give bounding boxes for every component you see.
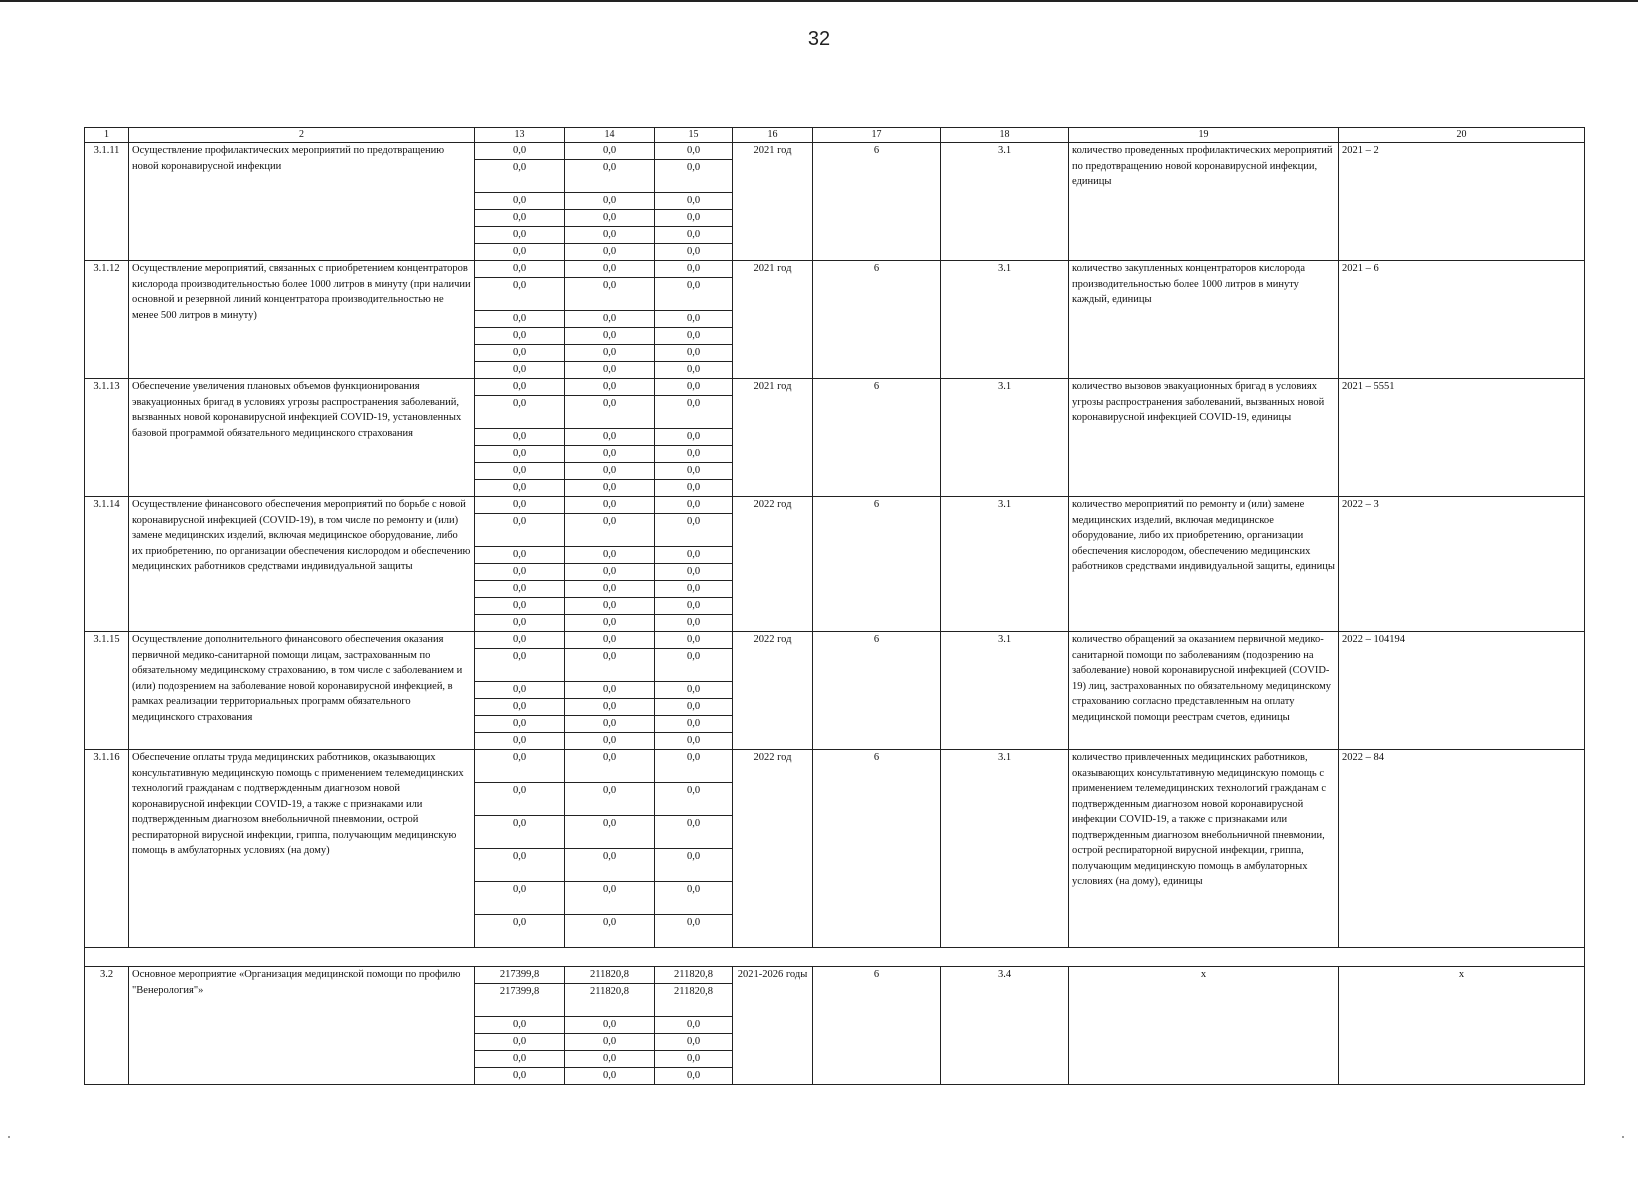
funding-value-cell: 0,0 <box>475 193 565 210</box>
funding-value-cell: 0,0 <box>565 210 655 227</box>
indicator-cell: количество вызовов эвакуационных бригад в условиях угрозы распространения заболеваний, вызванных новой коронавирусной инфекцией COVID-19, единицы <box>1069 379 1339 497</box>
activity-name: Обеспечение оплаты труда медицинских работников, оказывающих консультативную медицинскую помощь с применением телемедицинских технологий гражданам с подтвержденным диагнозом новой коронавирусной инфекции COVID-19, а также с признаками или подтвержденным диагнозом внебольничной пневмонии, острой респираторной вирусной инфекции, гриппа, получающим медицинскую помощь в амбулаторных условиях (на дому) <box>129 750 475 948</box>
table-row <box>85 379 1585 396</box>
funding-value-cell: 0,0 <box>655 598 733 615</box>
funding-value-cell: 0,0 <box>565 682 655 699</box>
activity-name: Осуществление мероприятий, связанных с приобретением концентраторов кислорода производительностью более 1000 литров в минуту (при наличии основной и резервной линий концентратора производительностью не менее 500 литров в минуту) <box>129 261 475 379</box>
activity-name: Обеспечение увеличения плановых объемов функционирования эвакуационных бригад в условиях угрозы распространения заболеваний, вызванных новой коронавирусной инфекцией COVID-19, установленных базовой программой обязательного медицинского страхования <box>129 379 475 497</box>
activity-name: Осуществление финансового обеспечения мероприятий по борьбе с новой коронавирусной инфекцией (COVID-19), в том числе по ремонту и (или) замене медицинских изделий, включая медицинское оборудование, либо их приобретению, по организации обеспечения кислородом и обеспечению медицинских работников средствами индивидуальной защиты <box>129 497 475 632</box>
period-cell: 2021 год <box>733 379 813 497</box>
funding-value-cell: 0,0 <box>565 733 655 750</box>
funding-value-cell: 0,0 <box>565 699 655 716</box>
funding-value-cell: 0,0 <box>655 396 733 429</box>
funding-value-cell: 0,0 <box>565 915 655 948</box>
funding-value-cell: 0,0 <box>655 328 733 345</box>
funding-value-cell: 211820,8 <box>565 967 655 984</box>
funding-value-cell: 0,0 <box>565 480 655 497</box>
funding-value-cell: 0,0 <box>655 463 733 480</box>
funding-value-cell: 0,0 <box>565 311 655 328</box>
indicator-cell: количество обращений за оказанием первичной медико-санитарной помощи по заболеваниям (подозрению на заболевание) новой коронавирусной инфекцией (COVID-19) лиц, застрахованных по обязательному медицинскому страхованию согласно представленным на оплату медицинской помощи реестрам счетов, единицы <box>1069 632 1339 750</box>
scan-speck <box>8 1136 10 1138</box>
funding-value-cell: 0,0 <box>655 699 733 716</box>
indicator-cell: количество привлеченных медицинских работников, оказывающих консультативную медицинскую помощь с применением телемедицинских технологий гражданам с подтвержденным диагнозом новой коронавирусной инфекции COVID-19, а также с признаками или подтвержденным диагнозом внебольничной пневмонии, острой респираторной вирусной инфекции, гриппа, получающим медицинскую помощь в амбулаторных условиях (на дому), единицы <box>1069 750 1339 948</box>
funding-value-cell: 0,0 <box>565 446 655 463</box>
activity-name: Основное мероприятие «Организация медицинской помощи по профилю "Венерология"» <box>129 967 475 1085</box>
funding-value-cell: 0,0 <box>655 160 733 193</box>
funding-value-cell: 0,0 <box>475 497 565 514</box>
funding-value-cell: 0,0 <box>565 1051 655 1068</box>
funding-value-cell: 0,0 <box>655 649 733 682</box>
funding-value-cell: 0,0 <box>655 429 733 446</box>
funding-value-cell: 0,0 <box>655 615 733 632</box>
table-row <box>85 143 1585 160</box>
indicator-cell: количество проведенных профилактических мероприятий по предотвращению новой коронавирусной инфекции, единицы <box>1069 143 1339 261</box>
funding-value-cell: 0,0 <box>475 143 565 160</box>
funding-value-cell: 0,0 <box>565 379 655 396</box>
funding-value-cell: 0,0 <box>565 716 655 733</box>
funding-value-cell: 0,0 <box>565 816 655 849</box>
funding-value-cell: 0,0 <box>475 733 565 750</box>
program-activities-table <box>84 127 1585 1085</box>
funding-value-cell: 0,0 <box>475 446 565 463</box>
header-cell: 20 <box>1339 128 1585 143</box>
funding-value-cell: 0,0 <box>565 328 655 345</box>
target-value-cell: 2021 – 6 <box>1339 261 1585 379</box>
funding-value-cell: 0,0 <box>655 783 733 816</box>
funding-value-cell: 0,0 <box>475 1034 565 1051</box>
funding-value-cell: 0,0 <box>655 716 733 733</box>
funding-value-cell: 0,0 <box>475 783 565 816</box>
funding-value-cell: 0,0 <box>565 849 655 882</box>
funding-value-cell: 0,0 <box>565 244 655 261</box>
period-cell: 2022 год <box>733 497 813 632</box>
funding-value-cell: 0,0 <box>565 278 655 311</box>
activity-number: 3.1.12 <box>85 261 129 379</box>
funding-value-cell: 0,0 <box>655 816 733 849</box>
indicator-cell: количество закупленных концентраторов кислорода производительностью более 1000 литров в минуту каждый, единицы <box>1069 261 1339 379</box>
funding-value-cell: 0,0 <box>655 547 733 564</box>
funding-value-cell: 0,0 <box>655 581 733 598</box>
funding-value-cell: 0,0 <box>655 915 733 948</box>
funding-value-cell: 0,0 <box>565 598 655 615</box>
target-value-cell: 2022 – 84 <box>1339 750 1585 948</box>
col17-cell: 6 <box>813 497 941 632</box>
funding-value-cell: 0,0 <box>655 849 733 882</box>
table-row <box>85 261 1585 278</box>
funding-value-cell: 0,0 <box>655 244 733 261</box>
period-cell: 2021 год <box>733 143 813 261</box>
funding-value-cell: 0,0 <box>475 160 565 193</box>
header-cell: 14 <box>565 128 655 143</box>
funding-value-cell: 0,0 <box>565 649 655 682</box>
indicator-cell: количество мероприятий по ремонту и (или) замене медицинских изделий, включая медицинское оборудование, либо их приобретению, организации обеспечения кислородом, обеспечению медицинских работников средствами индивидуальной защиты, единицы <box>1069 497 1339 632</box>
funding-value-cell: 211820,8 <box>655 984 733 1017</box>
funding-value-cell: 0,0 <box>475 261 565 278</box>
funding-value-cell: 0,0 <box>475 463 565 480</box>
funding-value-cell: 0,0 <box>475 581 565 598</box>
funding-value-cell: 217399,8 <box>475 967 565 984</box>
page-number: 32 <box>807 28 831 50</box>
funding-value-cell: 0,0 <box>475 915 565 948</box>
funding-value-cell: 0,0 <box>655 1034 733 1051</box>
header-cell: 18 <box>941 128 1069 143</box>
header-cell: 13 <box>475 128 565 143</box>
funding-value-cell: 0,0 <box>565 160 655 193</box>
funding-value-cell: 0,0 <box>475 278 565 311</box>
funding-value-cell: 0,0 <box>655 143 733 160</box>
activity-number: 3.1.16 <box>85 750 129 948</box>
activity-number: 3.1.13 <box>85 379 129 497</box>
col18-cell: 3.4 <box>941 967 1069 1085</box>
col17-cell: 6 <box>813 379 941 497</box>
funding-value-cell: 0,0 <box>475 480 565 497</box>
activity-number: 3.2 <box>85 967 129 1085</box>
period-cell: 2022 год <box>733 632 813 750</box>
funding-value-cell: 0,0 <box>475 1017 565 1034</box>
indicator-cell: х <box>1069 967 1339 1085</box>
period-cell: 2022 год <box>733 750 813 948</box>
header-cell: 17 <box>813 128 941 143</box>
funding-value-cell: 0,0 <box>565 429 655 446</box>
target-value-cell: х <box>1339 967 1585 1085</box>
header-cell: 19 <box>1069 128 1339 143</box>
funding-value-cell: 0,0 <box>655 278 733 311</box>
funding-value-cell: 0,0 <box>475 311 565 328</box>
funding-value-cell: 0,0 <box>565 1068 655 1085</box>
funding-value-cell: 0,0 <box>655 514 733 547</box>
funding-value-cell: 0,0 <box>475 849 565 882</box>
funding-value-cell: 0,0 <box>475 227 565 244</box>
header-cell: 2 <box>129 128 475 143</box>
funding-value-cell: 0,0 <box>475 750 565 783</box>
funding-value-cell: 0,0 <box>565 1017 655 1034</box>
col17-cell: 6 <box>813 261 941 379</box>
activity-name: Осуществление профилактических мероприятий по предотвращению новой коронавирусной инфекции <box>129 143 475 261</box>
funding-value-cell: 0,0 <box>475 362 565 379</box>
funding-value-cell: 0,0 <box>565 750 655 783</box>
funding-value-cell: 0,0 <box>475 564 565 581</box>
funding-value-cell: 0,0 <box>475 649 565 682</box>
funding-value-cell: 0,0 <box>655 1017 733 1034</box>
funding-value-cell: 0,0 <box>475 699 565 716</box>
funding-value-cell: 0,0 <box>565 547 655 564</box>
funding-value-cell: 0,0 <box>655 446 733 463</box>
funding-value-cell: 0,0 <box>565 581 655 598</box>
target-value-cell: 2021 – 2 <box>1339 143 1585 261</box>
funding-value-cell: 0,0 <box>565 615 655 632</box>
header-cell: 16 <box>733 128 813 143</box>
col17-cell: 6 <box>813 632 941 750</box>
top-border-line <box>0 0 1638 2</box>
funding-value-cell: 0,0 <box>565 362 655 379</box>
funding-value-cell: 0,0 <box>475 328 565 345</box>
funding-value-cell: 0,0 <box>655 362 733 379</box>
funding-value-cell: 0,0 <box>565 882 655 915</box>
col17-cell: 6 <box>813 967 941 1085</box>
funding-value-cell: 0,0 <box>475 1051 565 1068</box>
table-row <box>85 632 1585 649</box>
funding-value-cell: 0,0 <box>475 210 565 227</box>
funding-value-cell: 0,0 <box>655 210 733 227</box>
activity-number: 3.1.15 <box>85 632 129 750</box>
funding-value-cell: 0,0 <box>655 632 733 649</box>
funding-value-cell: 0,0 <box>475 1068 565 1085</box>
funding-value-cell: 0,0 <box>565 783 655 816</box>
section-spacer-row <box>85 948 1585 967</box>
target-value-cell: 2021 – 5551 <box>1339 379 1585 497</box>
funding-value-cell: 0,0 <box>475 598 565 615</box>
col18-cell: 3.1 <box>941 143 1069 261</box>
funding-value-cell: 0,0 <box>655 480 733 497</box>
header-cell: 1 <box>85 128 129 143</box>
funding-value-cell: 0,0 <box>475 429 565 446</box>
funding-value-cell: 0,0 <box>655 682 733 699</box>
funding-value-cell: 0,0 <box>475 244 565 261</box>
col18-cell: 3.1 <box>941 379 1069 497</box>
funding-value-cell: 0,0 <box>565 463 655 480</box>
funding-value-cell: 0,0 <box>565 227 655 244</box>
activity-name: Осуществление дополнительного финансового обеспечения оказания первичной медико-санитарной помощи лицам, застрахованным по обязательному медицинскому страхованию, в том числе с заболеванием и (или) подозрением на заболевание новой коронавирусной инфекцией, в рамках реализации территориальных программ обязательного медицинского страхования <box>129 632 475 750</box>
col18-cell: 3.1 <box>941 750 1069 948</box>
funding-value-cell: 0,0 <box>475 345 565 362</box>
funding-value-cell: 217399,8 <box>475 984 565 1017</box>
funding-value-cell: 0,0 <box>655 564 733 581</box>
funding-value-cell: 0,0 <box>565 345 655 362</box>
scan-speck <box>1622 1136 1624 1138</box>
funding-value-cell: 0,0 <box>565 193 655 210</box>
funding-value-cell: 0,0 <box>475 816 565 849</box>
funding-value-cell: 0,0 <box>475 547 565 564</box>
funding-value-cell: 0,0 <box>655 750 733 783</box>
header-cell: 15 <box>655 128 733 143</box>
col18-cell: 3.1 <box>941 632 1069 750</box>
spacer-cell <box>85 948 1585 967</box>
header-row <box>85 128 1585 143</box>
funding-value-cell: 0,0 <box>655 497 733 514</box>
target-value-cell: 2022 – 3 <box>1339 497 1585 632</box>
funding-value-cell: 0,0 <box>655 311 733 328</box>
col17-cell: 6 <box>813 143 941 261</box>
funding-value-cell: 0,0 <box>565 1034 655 1051</box>
funding-value-cell: 0,0 <box>565 143 655 160</box>
funding-value-cell: 0,0 <box>655 733 733 750</box>
activity-number: 3.1.14 <box>85 497 129 632</box>
funding-value-cell: 0,0 <box>475 396 565 429</box>
funding-value-cell: 0,0 <box>655 345 733 362</box>
funding-value-cell: 0,0 <box>475 882 565 915</box>
col18-cell: 3.1 <box>941 261 1069 379</box>
funding-value-cell: 0,0 <box>655 193 733 210</box>
table-row <box>85 497 1585 514</box>
funding-value-cell: 0,0 <box>475 682 565 699</box>
funding-value-cell: 0,0 <box>565 514 655 547</box>
funding-value-cell: 0,0 <box>565 497 655 514</box>
funding-value-cell: 211820,8 <box>565 984 655 1017</box>
funding-value-cell: 0,0 <box>655 1068 733 1085</box>
funding-value-cell: 0,0 <box>655 227 733 244</box>
table-row <box>85 750 1585 783</box>
target-value-cell: 2022 – 104194 <box>1339 632 1585 750</box>
funding-value-cell: 0,0 <box>475 514 565 547</box>
funding-value-cell: 0,0 <box>565 261 655 278</box>
funding-value-cell: 0,0 <box>655 1051 733 1068</box>
period-cell: 2021 год <box>733 261 813 379</box>
col18-cell: 3.1 <box>941 497 1069 632</box>
col17-cell: 6 <box>813 750 941 948</box>
funding-value-cell: 0,0 <box>475 379 565 396</box>
funding-value-cell: 0,0 <box>565 632 655 649</box>
funding-value-cell: 0,0 <box>475 716 565 733</box>
funding-value-cell: 0,0 <box>655 379 733 396</box>
funding-value-cell: 211820,8 <box>655 967 733 984</box>
funding-value-cell: 0,0 <box>655 882 733 915</box>
funding-value-cell: 0,0 <box>475 615 565 632</box>
funding-value-cell: 0,0 <box>475 632 565 649</box>
funding-value-cell: 0,0 <box>655 261 733 278</box>
table-row <box>85 967 1585 984</box>
funding-value-cell: 0,0 <box>565 396 655 429</box>
period-cell: 2021-2026 годы <box>733 967 813 1085</box>
funding-value-cell: 0,0 <box>565 564 655 581</box>
activity-number: 3.1.11 <box>85 143 129 261</box>
